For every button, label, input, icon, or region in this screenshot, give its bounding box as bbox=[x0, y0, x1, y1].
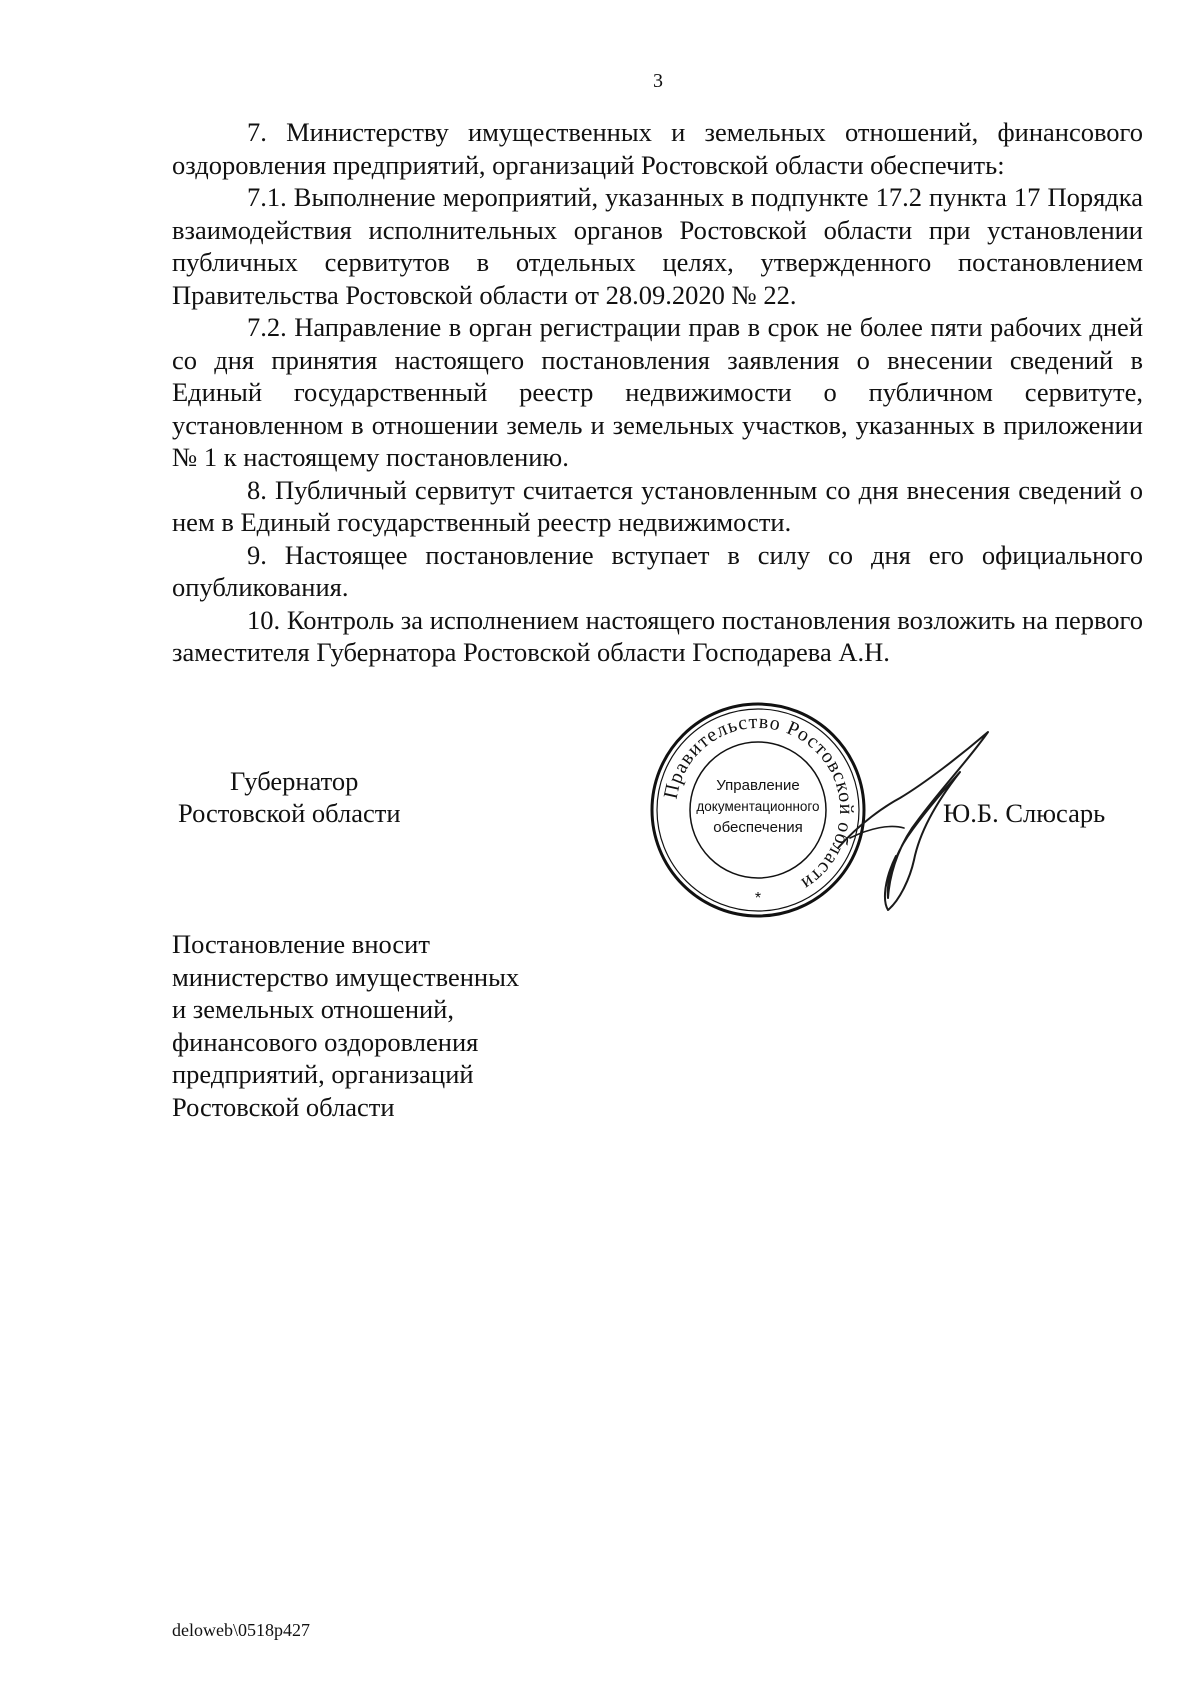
seal-center-line3: обеспечения bbox=[713, 819, 803, 836]
seal-center-line2: документационного bbox=[696, 799, 820, 814]
paragraph-8: 8. Публичный сервитут считается установленным со дня внесения сведений о нем в Единый государственный реестр недвижимости. bbox=[172, 474, 1143, 537]
introduced-by-block bbox=[172, 928, 519, 1123]
paragraph-7-2: 7.2. Направление в орган регистрации прав в срок не более пяти рабочих дней со дня принятия настоящего постановления заявления о внесении сведений в Единый государственный реестр недвижимости о публичном сервитуте, установленном в отношении земель и земельных участков, указанных в приложении № 1 к настоящему постановлению. bbox=[172, 312, 1143, 472]
paragraph-7: 7. Министерству имущественных и земельных отношений, финансового оздоровления предприятий, организаций Ростовской области обеспечить: bbox=[172, 117, 1143, 180]
signatory-title bbox=[178, 765, 478, 829]
paragraph-10: 10. Контроль за исполнением настоящего постановления возложить на первого заместителя Губернатора Ростовской области Господарева А.Н. bbox=[172, 604, 1143, 667]
signatory-name: Ю.Б. Слюсарь bbox=[943, 798, 1106, 828]
introduced-by-line6: Ростовской области bbox=[172, 1091, 395, 1122]
page-number: 3 bbox=[653, 70, 663, 92]
document-footer-code: deloweb\0518p427 bbox=[172, 1620, 310, 1640]
introduced-by-line5: предприятий, организаций bbox=[172, 1059, 474, 1089]
signatory-title-line2: Ростовской области bbox=[178, 798, 401, 828]
introduced-by-line3: и земельных отношений, bbox=[172, 994, 454, 1024]
seal-star: * bbox=[754, 890, 762, 907]
introduced-by-line2: министерство имущественных bbox=[172, 961, 520, 992]
introduced-by-line4: финансового оздоровления bbox=[172, 1026, 479, 1057]
introduced-by-line1: Постановление вносит bbox=[172, 929, 430, 959]
paragraph-9: 9. Настоящее постановление вступает в силу со дня его официального опубликования. bbox=[172, 539, 1143, 602]
paragraph-7-1: 7.1. Выполнение мероприятий, указанных в подпункте 17.2 пункта 17 Порядка взаимодействия исполнительных органов Ростовской области при установлении публичных сервитутов в отдельных целях, утвержденного постановлением Правительства Ростовской области от 28.09.2020 № 22. bbox=[172, 182, 1143, 310]
document-body bbox=[172, 116, 1143, 669]
signatory-title-line1: Губернатор bbox=[230, 766, 359, 796]
seal-ring-text: Правительство Ростовской области bbox=[659, 710, 858, 896]
seal-center-line1: Управление bbox=[716, 777, 800, 794]
